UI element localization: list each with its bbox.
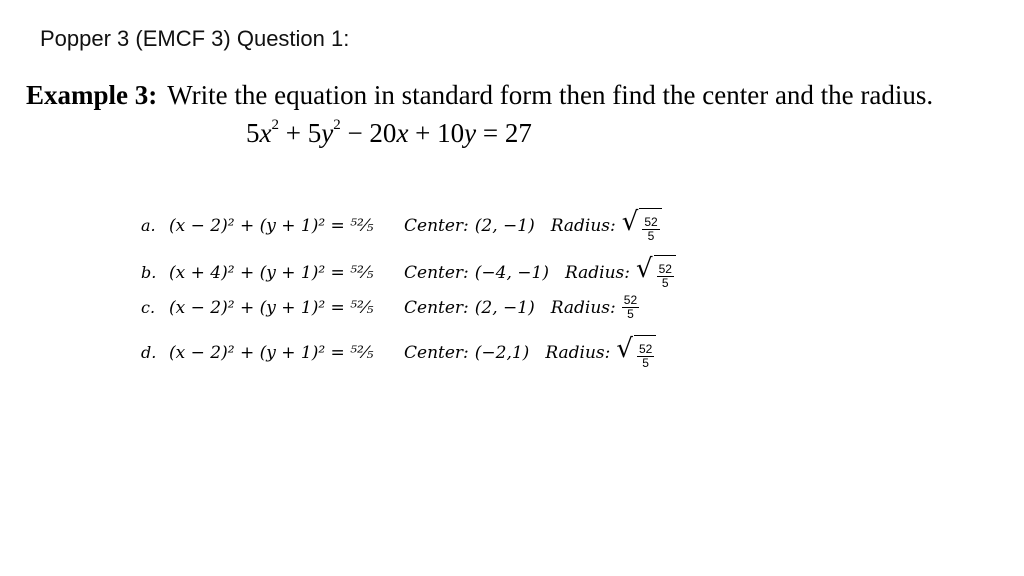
choice-b[interactable]: [141, 255, 676, 290]
radius-label: Radius:: [545, 342, 611, 363]
radius-value: [622, 294, 639, 321]
radius-denominator: 5: [661, 276, 669, 290]
center-value: (2, −1): [474, 215, 535, 236]
sqrt-icon: √: [616, 334, 633, 364]
problem-prompt: [26, 80, 933, 111]
radius-label: Radius:: [564, 262, 631, 283]
radius-numerator: 52: [644, 215, 658, 229]
center-label: Center:: [404, 297, 469, 318]
radius-value: [622, 208, 662, 243]
radius-label: Radius:: [550, 297, 616, 318]
choice-letter: d.: [141, 343, 157, 362]
radius-value: [636, 255, 676, 290]
center-value: (−2,1): [474, 342, 530, 363]
center-value: (−4, −1): [474, 262, 549, 283]
choice-d[interactable]: [141, 335, 656, 370]
radius-numerator: 52: [658, 262, 672, 276]
center-label: Center:: [404, 342, 469, 363]
radius-label: Radius:: [550, 215, 616, 236]
choice-letter: c.: [141, 298, 156, 317]
center-label: Center:: [404, 262, 469, 283]
choice-equation: (x − 2)² + (y + 1)² = ⁵²⁄₅: [169, 215, 374, 236]
radius-value: [616, 335, 656, 370]
prompt-text: Write the equation in standard form then find the center and the radius.: [167, 80, 934, 110]
radius-numerator: 52: [638, 342, 653, 356]
radius-denominator: 5: [642, 356, 649, 370]
sqrt-icon: √: [636, 254, 653, 284]
choice-letter: a.: [141, 216, 156, 235]
example-label: Example 3:: [26, 80, 158, 110]
choice-equation: (x − 2)² + (y + 1)² = ⁵²⁄₅: [169, 342, 374, 363]
given-equation: $5x^2 + 5y^2 - 20x + 10y = 27$: [246, 117, 532, 148]
center-value: (2, −1): [474, 297, 535, 318]
radius-denominator: 5: [627, 307, 634, 321]
choice-equation: (x + 4)² + (y + 1)² = ⁵²⁄₅: [169, 262, 374, 283]
slide-title: Popper 3 (EMCF 3) Question 1:: [40, 26, 350, 51]
sqrt-icon: √: [621, 207, 639, 237]
choice-a[interactable]: [141, 208, 662, 243]
radius-denominator: 5: [647, 229, 655, 243]
choice-c[interactable]: [141, 294, 639, 321]
choice-letter: b.: [141, 263, 157, 282]
radius-numerator: 52: [623, 293, 638, 307]
choice-equation: (x − 2)² + (y + 1)² = ⁵²⁄₅: [169, 297, 374, 318]
center-label: Center:: [404, 215, 469, 236]
